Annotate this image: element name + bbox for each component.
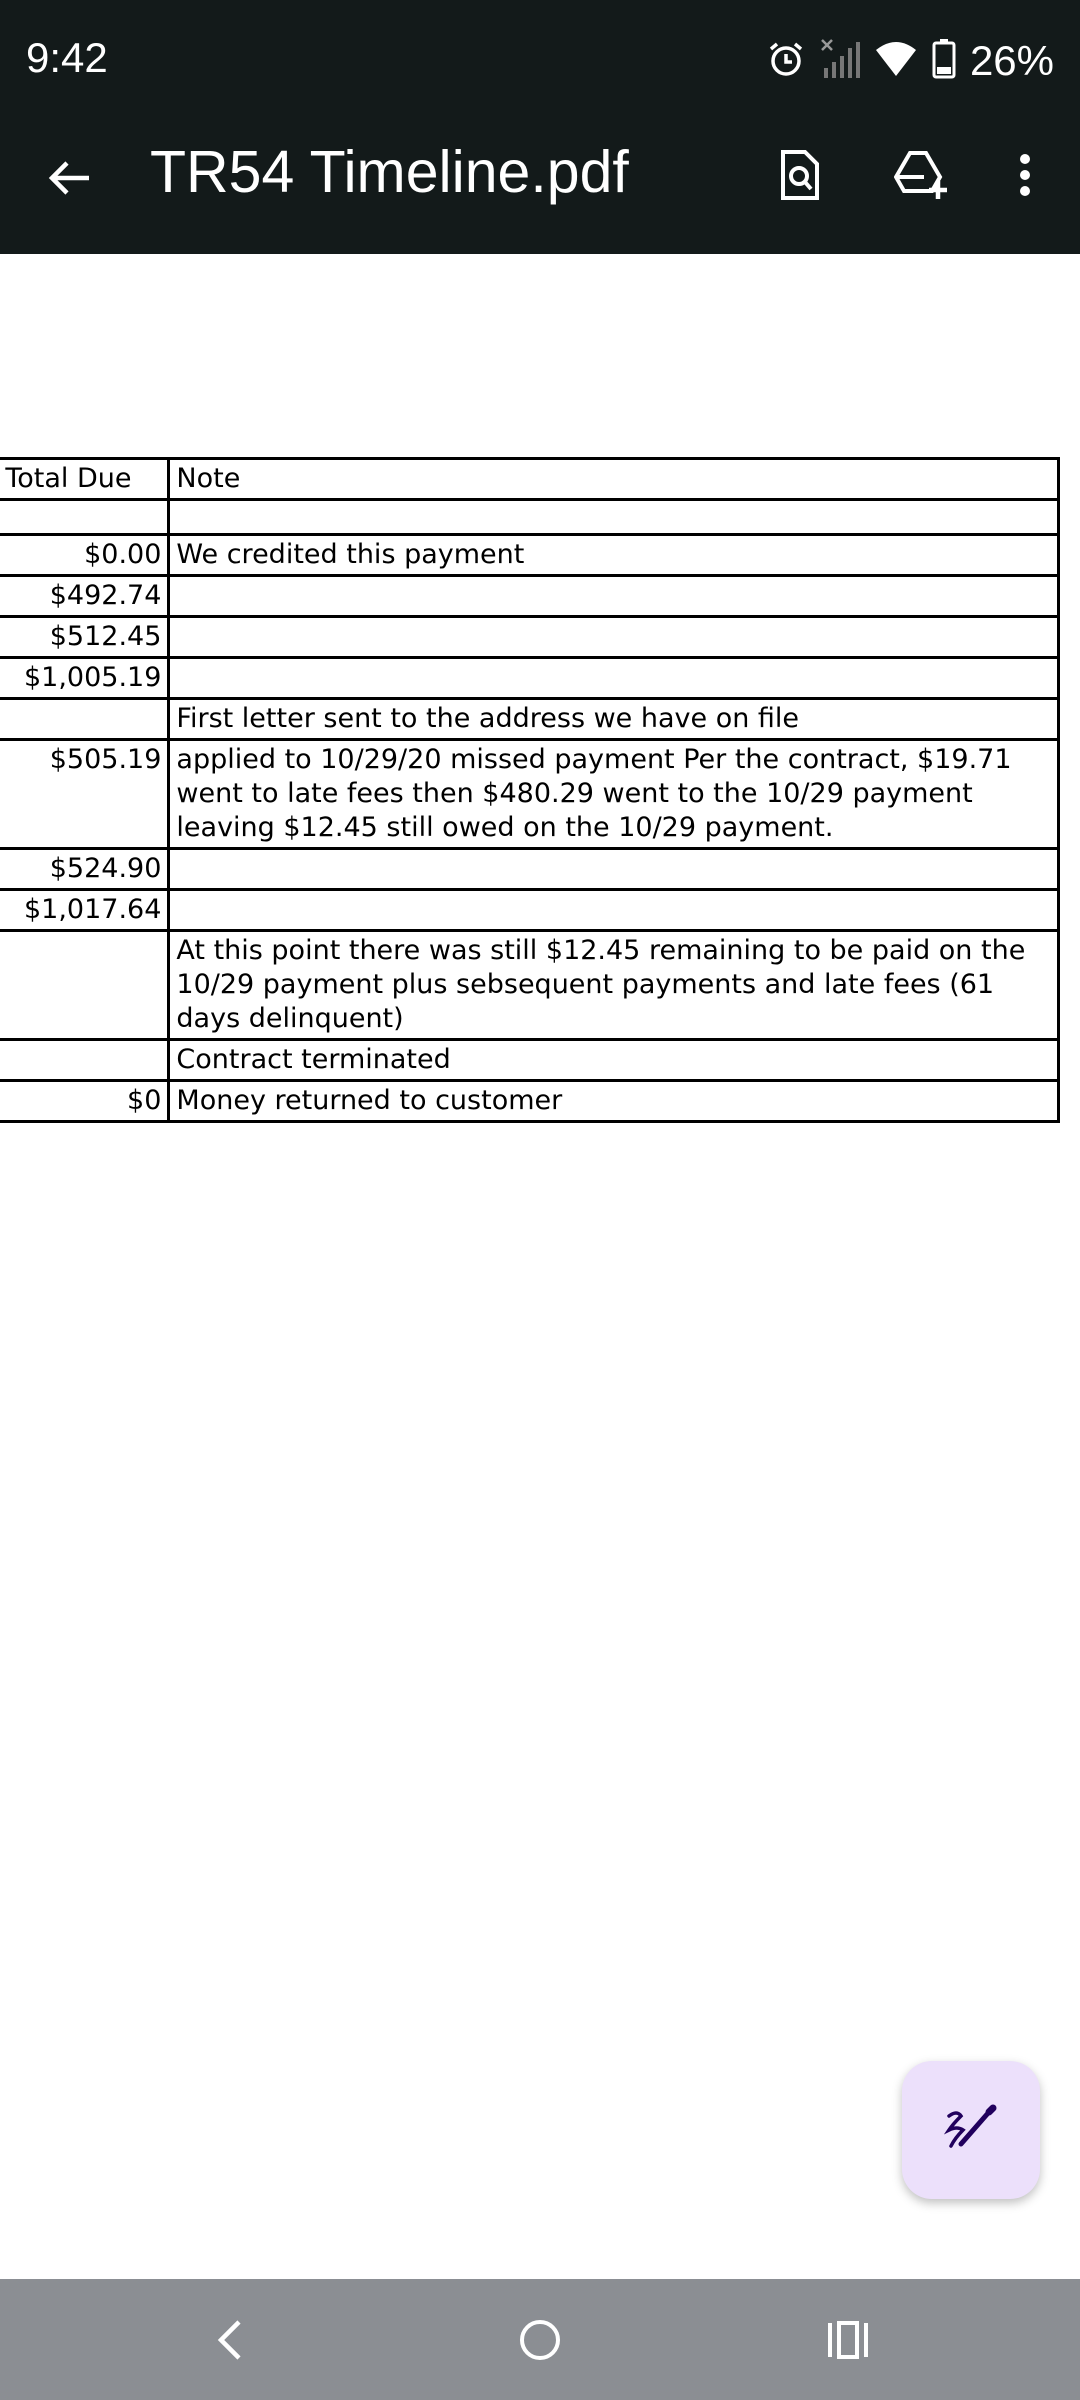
timeline-table <box>0 457 1060 1123</box>
cell-total-due: $524.90 <box>0 849 169 890</box>
cell-total-due: $512.45 <box>0 617 169 658</box>
nav-back-icon[interactable] <box>200 2310 260 2370</box>
more-vert-icon[interactable] <box>1005 145 1045 205</box>
table-row <box>0 658 1059 699</box>
cell-total-due: $492.74 <box>0 576 169 617</box>
table-row <box>0 890 1059 931</box>
cell-total-due: $1,005.19 <box>0 658 169 699</box>
alarm-icon <box>766 39 806 83</box>
table-row <box>0 931 1059 1040</box>
cell-total-due <box>0 699 169 740</box>
nav-home-icon[interactable] <box>510 2310 570 2370</box>
header-note: Note <box>169 459 1059 500</box>
table-row <box>0 500 1059 535</box>
cell-note: At this point there was still $12.45 remaining to be paid on the 10/29 payment plus sebsequent payments and late fees (61 days delinquent) <box>169 931 1059 1040</box>
cell-note <box>169 617 1059 658</box>
add-to-drive-icon[interactable] <box>890 145 954 205</box>
battery-icon <box>932 39 956 83</box>
table-row <box>0 1040 1059 1081</box>
cell-note <box>169 890 1059 931</box>
cell-total-due: $1,017.64 <box>0 890 169 931</box>
header-total-due: Total Due <box>0 459 169 500</box>
back-arrow-icon[interactable] <box>40 148 100 208</box>
cell-note <box>169 658 1059 699</box>
cell-total-due <box>0 1040 169 1081</box>
pdf-page[interactable] <box>0 254 1080 2279</box>
cell-note: First letter sent to the address we have on file <box>169 699 1059 740</box>
cell-note: applied to 10/29/20 missed payment Per the contract, $19.71 went to late fees then $480.29 went to the 10/29 payment leaving $12.45 still owed on the 10/29 payment. <box>169 740 1059 849</box>
table-row <box>0 699 1059 740</box>
cell-total-due: $505.19 <box>0 740 169 849</box>
table-row <box>0 535 1059 576</box>
cell-note: Money returned to customer <box>169 1081 1059 1122</box>
cell-total-due <box>0 500 169 535</box>
status-bar <box>0 0 1080 125</box>
nav-recents-icon[interactable] <box>818 2310 878 2370</box>
status-time: 9:42 <box>26 34 108 81</box>
cell-total-due: $0 <box>0 1081 169 1122</box>
no-signal-icon <box>820 38 860 84</box>
cell-note: We credited this payment <box>169 535 1059 576</box>
wifi-icon <box>874 40 918 82</box>
status-icons <box>766 34 1054 88</box>
find-in-document-icon[interactable] <box>770 145 830 205</box>
document-title: TR54 Timeline.pdf <box>150 139 629 205</box>
table-row <box>0 617 1059 658</box>
table-header-row <box>0 459 1059 500</box>
table-row <box>0 740 1059 849</box>
table-row <box>0 1081 1059 1122</box>
cell-note: Contract terminated <box>169 1040 1059 1081</box>
cell-note <box>169 576 1059 617</box>
table-row <box>0 849 1059 890</box>
table-row <box>0 576 1059 617</box>
battery-percent: 26% <box>969 37 1054 84</box>
cell-note <box>169 849 1059 890</box>
cell-total-due <box>0 931 169 1040</box>
cell-total-due: $0.00 <box>0 535 169 576</box>
edit-pen-icon <box>943 2100 999 2160</box>
cell-note <box>169 500 1059 535</box>
edit-fab-button[interactable] <box>902 2061 1040 2199</box>
